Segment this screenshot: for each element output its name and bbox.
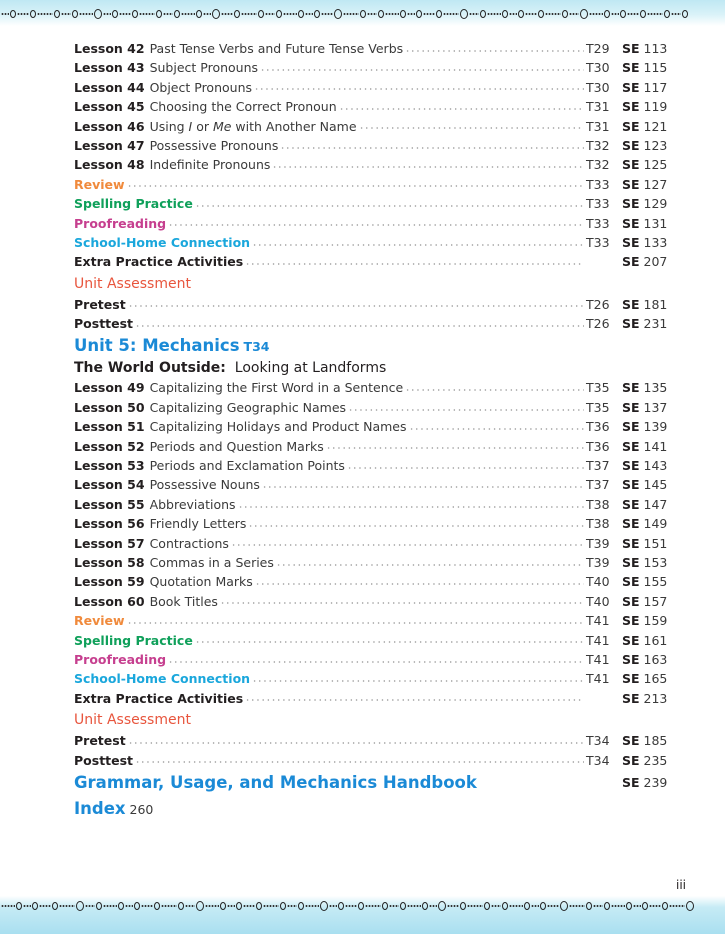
dot-leader	[348, 409, 584, 411]
student-edition-page: SE 153	[622, 554, 668, 570]
teacher-page: T30	[586, 60, 610, 76]
toc-row-proofreading[interactable]: Proofreading T33 SE 131	[74, 214, 674, 233]
dot-leader	[195, 641, 584, 643]
student-edition-page: SE 181	[622, 296, 668, 312]
dot-leader	[245, 699, 584, 701]
teacher-page: T36	[586, 438, 610, 454]
toc-row-lesson-56[interactable]: Lesson 56 Friendly Letters T38 SE 149	[74, 514, 674, 533]
dot-leader	[326, 447, 584, 449]
toc-row-posttest[interactable]: Posttest T26 SE 231	[74, 314, 674, 333]
student-edition-page: SE 121	[622, 118, 668, 134]
student-edition-page: SE 149	[622, 516, 668, 532]
teacher-page: T36	[586, 419, 610, 435]
student-edition-page: SE 239	[622, 774, 668, 790]
teacher-page: T35	[586, 380, 610, 396]
dot-leader	[255, 583, 584, 585]
teacher-page: T33	[586, 215, 610, 231]
dot-leader	[168, 661, 584, 663]
teacher-page: T30	[586, 79, 610, 95]
dot-leader	[238, 506, 584, 508]
student-edition-page: SE 185	[622, 733, 668, 749]
unit-5-theme: The World Outside: Looking at Landforms	[74, 360, 387, 377]
dot-leader	[254, 88, 584, 90]
toc-row-lesson-46[interactable]: Lesson 46 Using I or Me with Another Name T31 SE 121	[74, 117, 674, 136]
student-edition-page: SE 141	[622, 438, 668, 454]
toc-unit-5-heading[interactable]: Unit 5: Mechanics T34	[74, 336, 270, 356]
dot-leader	[127, 622, 584, 624]
top-chain-border	[0, 8, 725, 20]
toc-row-lesson-42[interactable]: Lesson 42 Past Tense Verbs and Future Tense Verbs T29 SE 113	[74, 39, 674, 58]
dot-leader	[128, 742, 584, 744]
dot-leader	[135, 761, 584, 763]
student-edition-page: SE 123	[622, 137, 668, 153]
toc-row-school-home-connection[interactable]: School-Home Connection T41 SE 165	[74, 669, 674, 688]
teacher-page: T31	[586, 118, 610, 134]
toc-row-spelling-practice[interactable]: Spelling Practice T33 SE 129	[74, 194, 674, 213]
toc-row-lesson-57[interactable]: Lesson 57 Contractions T39 SE 151	[74, 534, 674, 553]
toc-row-lesson-44[interactable]: Lesson 44 Object Pronouns T30 SE 117	[74, 78, 674, 97]
unit-assessment-heading: Unit Assessment	[74, 712, 191, 729]
student-edition-page: SE 115	[622, 60, 668, 76]
toc-row-handbook[interactable]: Grammar, Usage, and Mechanics Handbook SE 239	[74, 770, 674, 796]
toc-row-lesson-53[interactable]: Lesson 53 Periods and Exclamation Points T37 SE 143	[74, 456, 674, 475]
dot-leader	[276, 564, 584, 566]
toc-row-lesson-55[interactable]: Lesson 55 Abbreviations T38 SE 147	[74, 495, 674, 514]
dot-leader	[128, 305, 584, 307]
dot-leader	[359, 127, 584, 129]
student-edition-page: SE 145	[622, 477, 668, 493]
toc-row-extra-practice[interactable]: Extra Practice Activities SE 213	[74, 689, 674, 708]
teacher-page: T38	[586, 516, 610, 532]
dot-leader	[248, 525, 584, 527]
dot-leader	[409, 428, 584, 430]
toc-row-review[interactable]: Review T41 SE 159	[74, 611, 674, 630]
table-of-contents	[74, 39, 674, 822]
toc-row-lesson-45[interactable]: Lesson 45 Choosing the Correct Pronoun T31 SE 119	[74, 97, 674, 116]
dot-leader	[127, 185, 584, 187]
dot-leader	[135, 325, 584, 327]
toc-row-lesson-48[interactable]: Lesson 48 Indefinite Pronouns T32 SE 125	[74, 155, 674, 174]
dot-leader	[405, 389, 584, 391]
toc-row-proofreading[interactable]: Proofreading T41 SE 163	[74, 650, 674, 669]
student-edition-page: SE 161	[622, 632, 668, 648]
toc-row-index[interactable]: Index 260	[74, 798, 154, 818]
student-edition-page: SE 165	[622, 671, 668, 687]
toc-row-lesson-58[interactable]: Lesson 58 Commas in a Series T39 SE 153	[74, 553, 674, 572]
toc-row-pretest[interactable]: Pretest T26 SE 181	[74, 295, 674, 314]
toc-row-spelling-practice[interactable]: Spelling Practice T41 SE 161	[74, 631, 674, 650]
teacher-page: T41	[586, 632, 610, 648]
teacher-page: T34	[586, 752, 610, 768]
student-edition-page: SE 213	[622, 690, 668, 706]
teacher-page: T35	[586, 399, 610, 415]
teacher-page: T34	[243, 339, 270, 355]
student-edition-page: SE 157	[622, 593, 668, 609]
teacher-page: T37	[586, 458, 610, 474]
teacher-page: T32	[586, 137, 610, 153]
dot-leader	[252, 680, 584, 682]
teacher-page: T32	[586, 157, 610, 173]
dot-leader	[347, 467, 584, 469]
toc-row-school-home-connection[interactable]: School-Home Connection T33 SE 133	[74, 233, 674, 252]
dot-leader	[405, 50, 584, 52]
student-edition-page: SE 159	[622, 613, 668, 629]
teacher-page: T33	[586, 234, 610, 250]
bottom-chain-border	[0, 900, 725, 912]
dot-leader	[272, 166, 584, 168]
dot-leader	[231, 544, 584, 546]
teacher-page: T39	[586, 554, 610, 570]
student-edition-page: SE 129	[622, 196, 668, 212]
dot-leader	[262, 486, 584, 488]
teacher-page: T26	[586, 296, 610, 312]
lesson-title: Using I or Me with Another Name	[149, 118, 357, 134]
teacher-page: 260	[129, 801, 154, 817]
toc-row-posttest[interactable]: Posttest T34 SE 235	[74, 751, 674, 770]
student-edition-page: SE 163	[622, 651, 668, 667]
student-edition-page: SE 131	[622, 215, 668, 231]
teacher-page: T38	[586, 496, 610, 512]
dot-leader	[260, 69, 584, 71]
student-edition-page: SE 127	[622, 176, 668, 192]
student-edition-page: SE 133	[622, 234, 668, 250]
toc-row-lesson-59[interactable]: Lesson 59 Quotation Marks T40 SE 155	[74, 572, 674, 591]
teacher-page: T31	[586, 99, 610, 115]
toc-row-lesson-43[interactable]: Lesson 43 Subject Pronouns T30 SE 115	[74, 58, 674, 77]
dot-leader	[252, 244, 584, 246]
toc-row-lesson-47[interactable]: Lesson 47 Possessive Pronouns T32 SE 123	[74, 136, 674, 155]
student-edition-page: SE 135	[622, 380, 668, 396]
student-edition-page: SE 119	[622, 99, 668, 115]
student-edition-page: SE 113	[622, 41, 668, 56]
teacher-page: T40	[586, 593, 610, 609]
student-edition-page: SE 231	[622, 316, 668, 332]
toc-row-lesson-52[interactable]: Lesson 52 Periods and Question Marks T36 SE 141	[74, 437, 674, 456]
toc-row-lesson-60[interactable]: Lesson 60 Book Titles T40 SE 157	[74, 592, 674, 611]
teacher-page: T33	[586, 176, 610, 192]
page-number: iii	[676, 878, 687, 892]
teacher-page: T39	[586, 535, 610, 551]
student-edition-page: SE 207	[622, 254, 668, 270]
student-edition-page: SE 139	[622, 419, 668, 435]
toc-row-lesson-49[interactable]: Lesson 49 Capitalizing the First Word in a Sentence T35 SE 135	[74, 378, 674, 397]
teacher-page: T40	[586, 574, 610, 590]
toc-row-extra-practice[interactable]: Extra Practice Activities SE 207	[74, 252, 674, 271]
teacher-page: T33	[586, 196, 610, 212]
teacher-page: T26	[586, 316, 610, 332]
teacher-page: T41	[586, 651, 610, 667]
teacher-page: T29	[586, 41, 610, 56]
student-edition-page: SE 137	[622, 399, 668, 415]
dot-leader	[339, 108, 584, 110]
teacher-page: T34	[586, 733, 610, 749]
student-edition-page: SE 155	[622, 574, 668, 590]
dot-leader	[220, 602, 584, 604]
dot-leader	[168, 224, 584, 226]
student-edition-page: SE 125	[622, 157, 668, 173]
student-edition-page: SE 117	[622, 79, 668, 95]
toc-row-review[interactable]: Review T33 SE 127	[74, 175, 674, 194]
toc-row-pretest[interactable]: Pretest T34 SE 185	[74, 731, 674, 750]
teacher-page: T41	[586, 613, 610, 629]
student-edition-page: SE 143	[622, 458, 668, 474]
student-edition-page: SE 147	[622, 496, 668, 512]
dot-leader	[280, 147, 584, 149]
teacher-page: T41	[586, 671, 610, 687]
toc-row-lesson-50[interactable]: Lesson 50 Capitalizing Geographic Names T35 SE 137	[74, 398, 674, 417]
student-edition-page: SE 235	[622, 752, 668, 768]
toc-row-lesson-54[interactable]: Lesson 54 Possessive Nouns T37 SE 145	[74, 475, 674, 494]
student-edition-page: SE 151	[622, 535, 668, 551]
unit-assessment-heading: Unit Assessment	[74, 275, 191, 292]
dot-leader	[195, 205, 584, 207]
dot-leader	[245, 263, 584, 265]
toc-row-lesson-51[interactable]: Lesson 51 Capitalizing Holidays and Product Names T36 SE 139	[74, 417, 674, 436]
teacher-page: T37	[586, 477, 610, 493]
